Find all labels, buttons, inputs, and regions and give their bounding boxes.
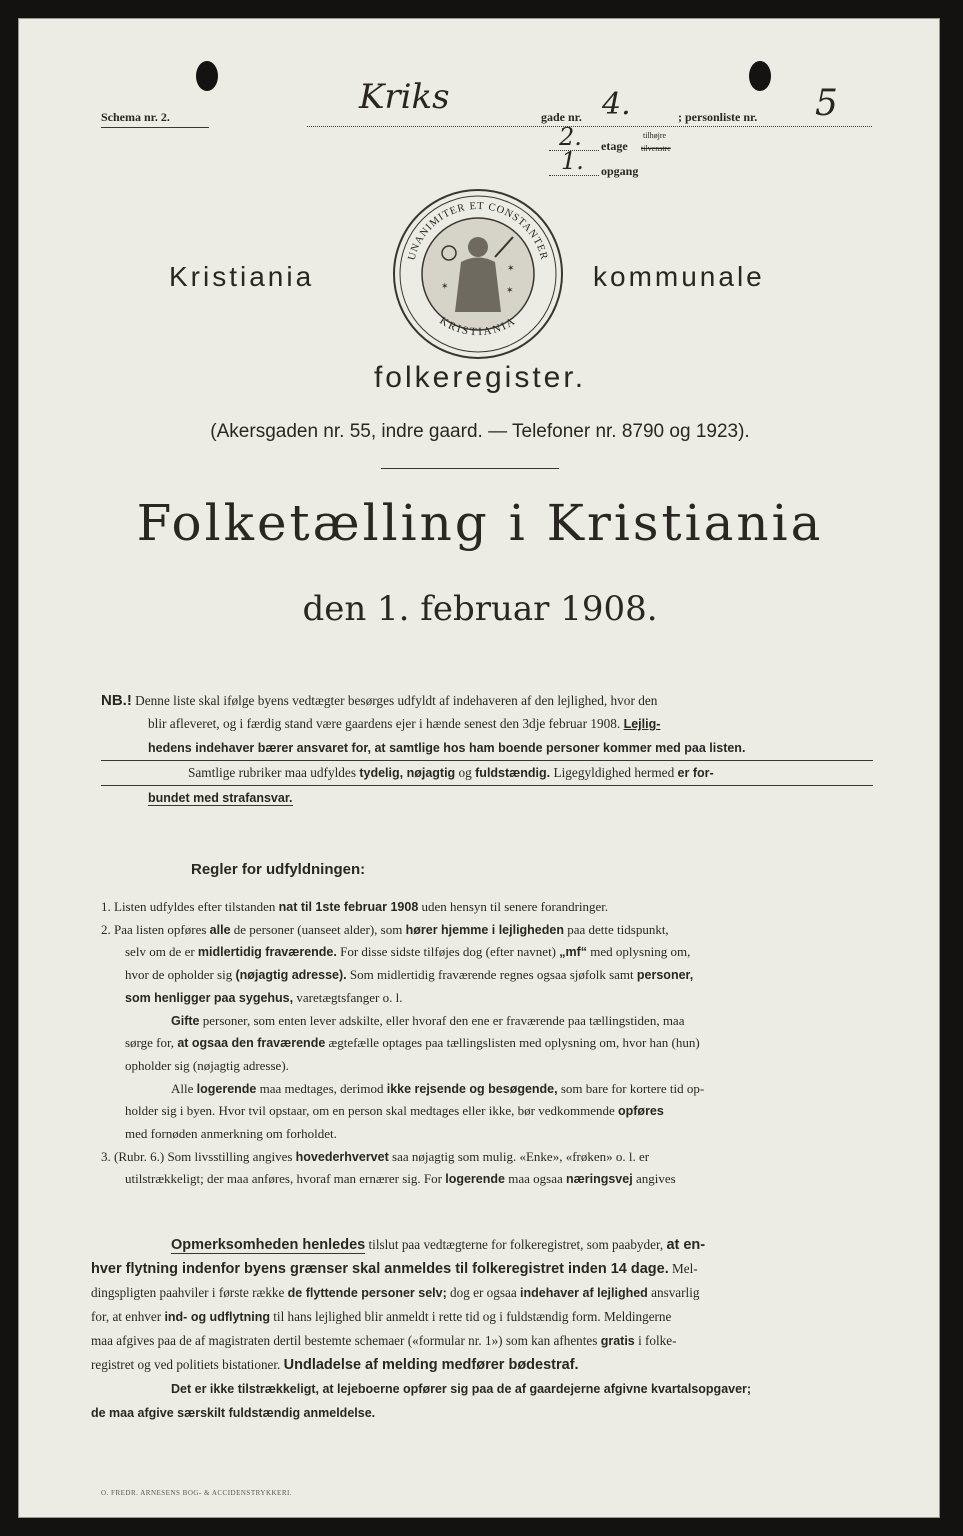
city-seal-icon (391, 187, 565, 361)
nb-line-5: bundet med strafansvar. (148, 791, 293, 805)
schema-number: Schema nr. 2. (101, 110, 209, 128)
tilhojre-label: tilhøjre (643, 131, 667, 140)
personliste-number: 5 (815, 83, 838, 124)
registration-notice: Opmerksomheden henledes tilslut paa vedtægterne for folkeregistret, som paabyder, at en- hver flytning indenfor byens grænser skal anmeldes til folkeregistret inden 14 dage. Mel- dingspligten paahviler i første række de flyttende personer selv; dog er ogsaa indehaver af lejlighed ansvarlig for, at enhver ind- og udflytning til hans lejlighed blir anmeldt i rette tid og i fuldstændig form. Meldingerne maa afgives paa de af magistraten dertil bestemte schemaer («formular nr. 1») som kan afhentes gratis i folke- registret og ved politiets bistationer. Undladelse af melding medfører bødestraf. Det er ikke tilstrækkeligt, at lejeboerne opfører sig paa de af gaardejerne afgivne kvartalsopgaver; de maa afgive særskilt fuldstændig anmeldelse. (91, 1237, 752, 1420)
rules-heading: Regler for udfyldningen: (191, 861, 366, 878)
svg-text:✶: ✶ (507, 263, 515, 273)
opgang-label: opgang (601, 164, 639, 178)
nb-line-4: Samtlige rubriker maa udfyldes tydelig, nøjagtig og fuldstændig. Ligegyldighed hermed er for- (101, 761, 873, 786)
kristiania-word: Kristiania (169, 261, 315, 292)
street-line (307, 126, 872, 127)
svg-text:✶: ✶ (506, 285, 514, 295)
nb-line-3: hedens indehaver bærer ansvaret for, at samtlige hos ham boende personer kommer med paa listen. (101, 736, 873, 761)
office-address: (Akersgaden nr. 55, indre gaard. — Telefoner nr. 8790 og 1923). (210, 421, 750, 442)
tilvenstre-label: tilvenstre (641, 144, 671, 153)
census-form (18, 18, 940, 1518)
nb-line-2: blir afleveret, og i færdig stand være gaardens ejer i hænde senest den 3dje februar 1908. Lejlig- (148, 716, 661, 731)
etage-number: 2. (559, 123, 582, 151)
census-date: den 1. februar 1908. (302, 589, 658, 629)
folkeregister-word: folkeregister. (373, 361, 587, 394)
gade-label: gade nr. (541, 110, 582, 124)
census-title: Folketælling i Kristiania (136, 494, 824, 552)
gade-number: 4. (602, 87, 631, 122)
opgang-number: 1. (561, 147, 584, 175)
opgang-line (549, 175, 599, 176)
rules-list: 1. Listen udfyldes efter tilstanden nat til 1ste februar 1908 uden hensyn til senere forandringer. 2. Paa listen opføres alle de personer (uanseet alder), som hører hjemme i lejligheden paa dette tidspunkt, selv om de er midlertidig fraværende. For disse sidste tilføjes dog (efter navnet) „mf“ med oplysning om, hvor de opholder sig (nøjagtig adresse). Som midlertidig fraværende regnes ogsaa sjøfolk samt personer, som henligger paa sygehus, varetægtsfanger o. l. Gifte personer, som enten lever adskilte, eller hvoraf den ene er fraværende paa tællingstiden, maa sørge for, at ogsaa den fraværende ægtefælle optages paa tællingslisten med oplysning om, hvor han (hun) opholder sig (nøjagtig adresse). Alle logerende maa medtages, derimod ikke rejsende og besøgende, som bare for kortere tid op- holder sig i byen. Hvor tvil opstaar, om en person skal medtages eller ikke, bør vedkommende opføres med fornøden anmerkning om forholdet. 3. (Rubr. 6.) Som livsstilling angives hovederhvervet saa nøjagtig som mulig. «Enke», «frøken» o. l. er utilstrækkeligt; der maa anføres, hvoraf man ernærer sig. For logerende maa ogsaa næringsvej angives (101, 899, 705, 1187)
svg-text:✶: ✶ (441, 281, 449, 291)
seal-motto: UNANIMITER ET CONSTANTER (406, 200, 550, 262)
street-name-handwritten: Kriks (359, 77, 450, 117)
nb-notice (101, 689, 873, 810)
personliste-label: ; personliste nr. (678, 110, 758, 124)
printer-imprint: O. FREDR. ARNESENS BOG- & ACCIDENSTRYKKERI. (101, 1489, 293, 1497)
kommunale-word: kommunale (593, 261, 765, 292)
divider (381, 468, 559, 469)
punch-hole-right (749, 61, 771, 91)
nb-label: NB.! (101, 692, 132, 709)
punch-hole-left (196, 61, 218, 91)
seal-city: KRISTIANIA (437, 314, 519, 339)
nb-line-1: NB.! Denne liste skal ifølge byens vedtægter besørges udfyldt af indehaveren af den lejlighed, hvor den (101, 692, 658, 709)
etage-label: etage (601, 139, 628, 153)
